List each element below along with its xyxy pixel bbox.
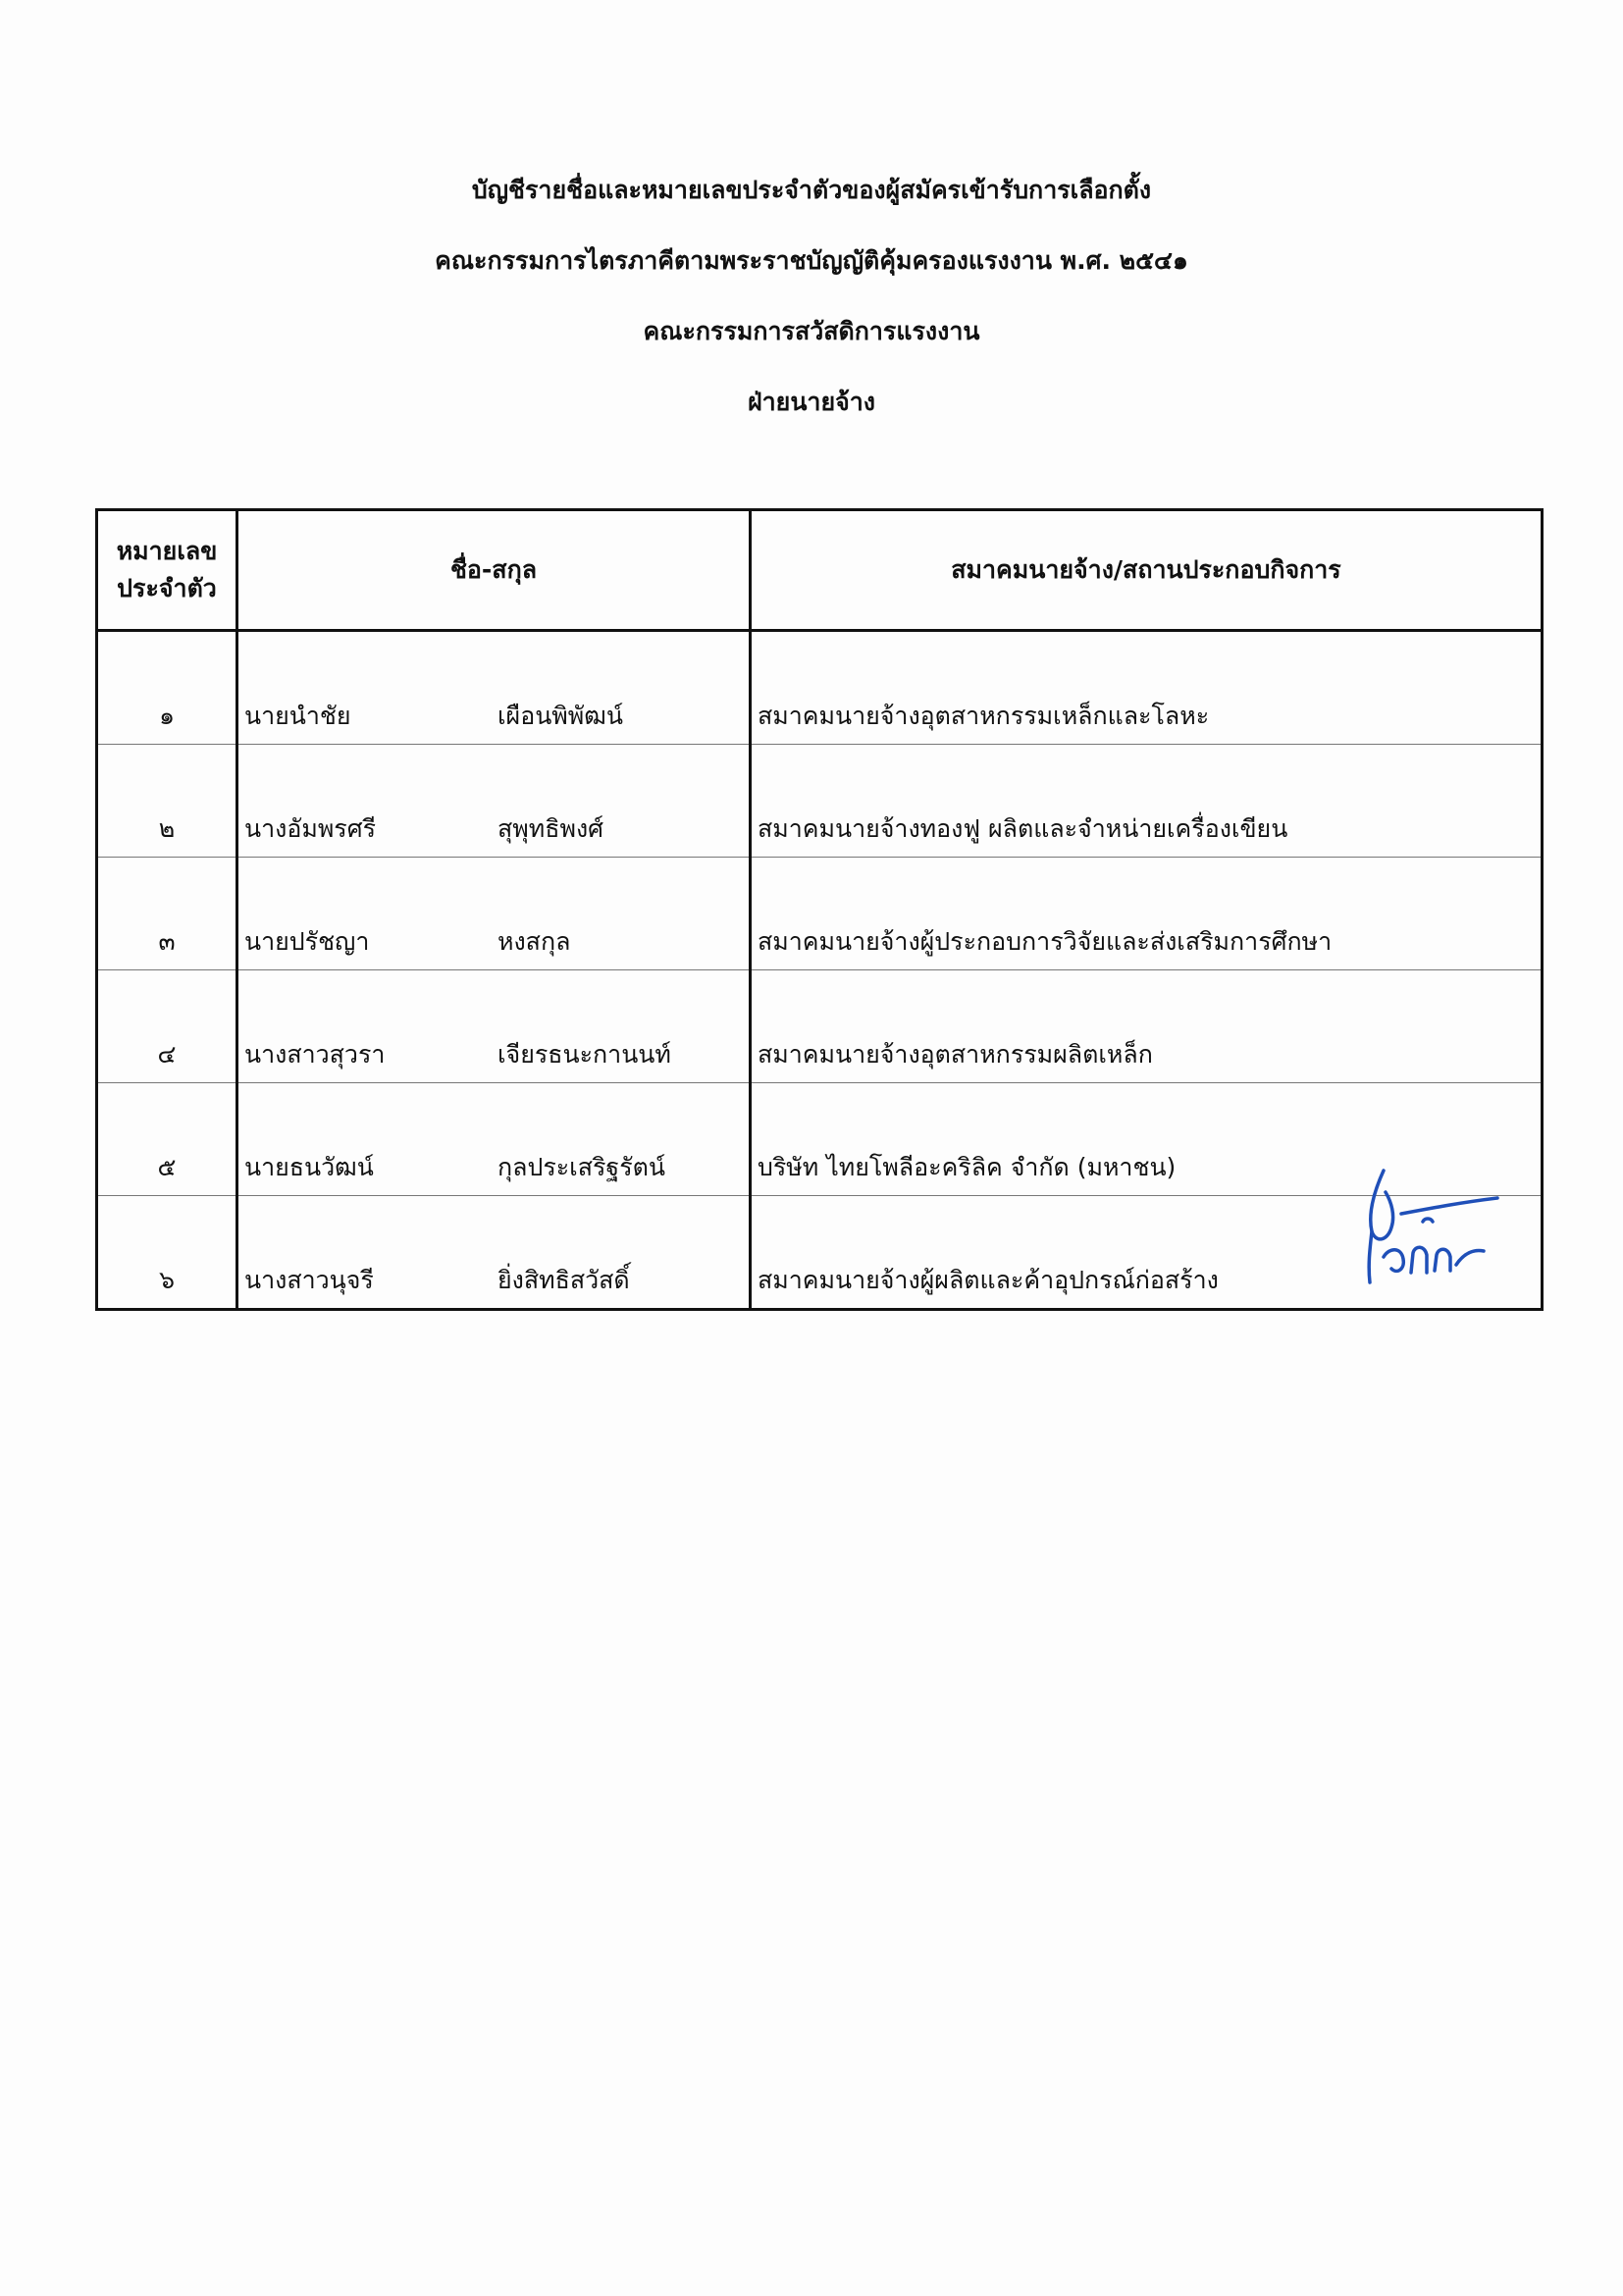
sub-committee-title: คณะกรรมการสวัสดิการแรงงาน (643, 317, 980, 345)
table-header-row (97, 510, 1543, 631)
candidate-name (237, 858, 751, 970)
candidate-name (237, 745, 751, 858)
side-title: ฝ่ายนายจ้าง (747, 388, 875, 416)
candidate-organization: สมาคมนายจ้างทองฟู ผลิตและจำหน่ายเครื่องเขียน (751, 745, 1543, 858)
candidate-number: ๑ (97, 631, 237, 745)
candidate-organization: สมาคมนายจ้างผู้ผลิตและค้าอุปกรณ์ก่อสร้าง (751, 1196, 1543, 1310)
candidate-first-name: นายธนวัฒน์ (244, 1153, 374, 1181)
candidate-name (237, 1083, 751, 1196)
candidate-first-name: นางอัมพรศรี (244, 814, 377, 843)
candidate-first-name: นายปรัชญา (244, 927, 370, 956)
document-title: บัญชีรายชื่อและหมายเลขประจำตัวของผู้สมัครเข้ารับการเลือกตั้ง (471, 176, 1152, 204)
column-header-number-line1: หมายเลข (116, 537, 218, 565)
column-header-name: ชื่อ-สกุล (237, 510, 751, 631)
table-row (97, 1083, 1543, 1196)
candidate-first-name: นางสาวนุจรี (244, 1266, 374, 1294)
candidate-last-name: กุลประเสริฐรัตน์ (497, 1153, 665, 1181)
candidate-organization: บริษัท ไทยโพลีอะคริลิค จำกัด (มหาชน) (751, 1083, 1543, 1196)
column-header-organization: สมาคมนายจ้าง/สถานประกอบกิจการ (751, 510, 1543, 631)
candidate-first-name: นางสาวสุวรา (244, 1040, 386, 1069)
candidate-first-name: นายนำชัย (244, 702, 351, 730)
handwritten-signature (1354, 1163, 1501, 1290)
candidate-number: ๓ (97, 858, 237, 970)
table-row (97, 858, 1543, 970)
candidate-organization: สมาคมนายจ้างอุตสาหกรรมเหล็กและโลหะ (751, 631, 1543, 745)
table-row (97, 1196, 1543, 1310)
table-row (97, 745, 1543, 858)
table-row (97, 631, 1543, 745)
candidate-last-name: ยิ่งสิทธิสวัสดิ์ (497, 1266, 630, 1294)
table-row (97, 970, 1543, 1083)
candidate-number: ๖ (97, 1196, 237, 1310)
candidate-organization: สมาคมนายจ้างผู้ประกอบการวิจัยและส่งเสริมการศึกษา (751, 858, 1543, 970)
candidate-organization: สมาคมนายจ้างอุตสาหกรรมผลิตเหล็ก (751, 970, 1543, 1083)
committee-title: คณะกรรมการไตรภาคีตามพระราชบัญญัติคุ้มครองแรงงาน พ.ศ. ๒๕๔๑ (435, 246, 1188, 275)
candidate-last-name: หงสกุล (497, 927, 571, 956)
candidate-last-name: เผือนพิพัฒน์ (497, 702, 623, 730)
column-header-number-line2: ประจำตัว (117, 574, 217, 602)
candidate-number: ๒ (97, 745, 237, 858)
candidate-last-name: สุพุทธิพงศ์ (497, 814, 604, 843)
candidate-name (237, 631, 751, 745)
column-header-number (97, 510, 237, 631)
candidate-number: ๔ (97, 970, 237, 1083)
candidate-number: ๕ (97, 1083, 237, 1196)
candidate-last-name: เจียรธนะกานนท์ (497, 1040, 671, 1069)
candidate-name (237, 970, 751, 1083)
candidate-name (237, 1196, 751, 1310)
candidate-table (95, 508, 1544, 1311)
